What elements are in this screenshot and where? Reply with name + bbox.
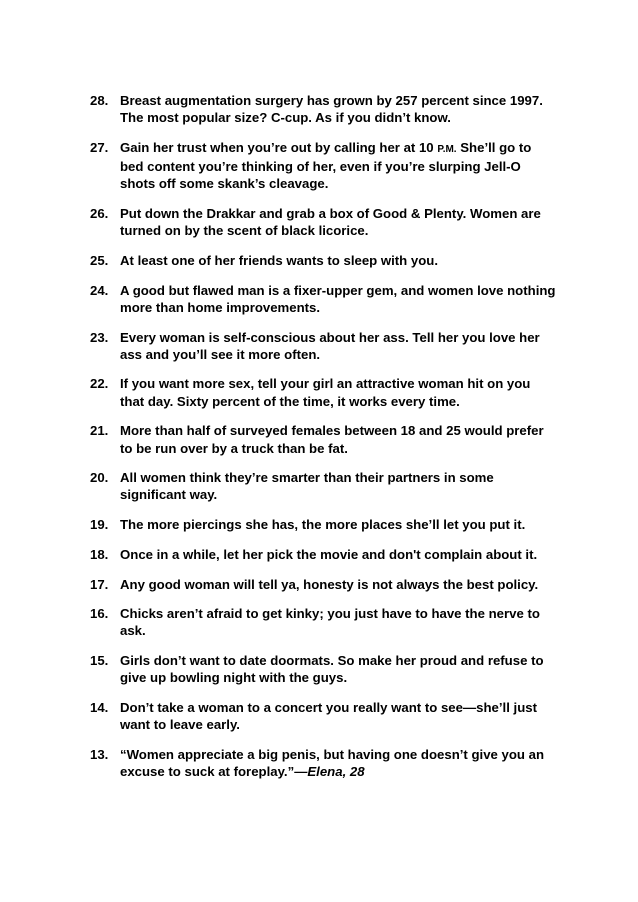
item-number: 23. <box>90 329 109 345</box>
item-text-line: want to leave early. <box>120 717 240 733</box>
list-item <box>90 252 550 269</box>
item-text-line: Any good woman will tell ya, honesty is not always the best policy. <box>120 576 539 592</box>
list-item <box>90 469 550 503</box>
item-number: 17. <box>90 576 109 592</box>
item-text-line: more than home improvements. <box>120 299 321 315</box>
item-number: 25. <box>90 252 109 268</box>
item-text-line <box>120 139 550 158</box>
tips-list <box>90 92 556 793</box>
item-text-line: shots off some skank’s cleavage. <box>120 176 329 192</box>
list-item <box>90 516 550 533</box>
item-number: 26. <box>90 206 109 222</box>
item-number: 20. <box>90 470 109 486</box>
item-text-line: to be run over by a truck than be fat. <box>120 440 348 456</box>
item-text-line: bed content you’re thinking of her, even if you’re slurping Jell-O <box>120 159 521 175</box>
item-text <box>120 469 550 503</box>
quote-attribution: —Elena, 28 <box>294 764 365 780</box>
item-number: 21. <box>90 423 109 439</box>
list-item <box>90 652 550 686</box>
item-number: 27. <box>90 139 109 155</box>
item-text <box>120 546 550 563</box>
item-text-line: significant way. <box>120 487 218 503</box>
item-text-line: The more piercings she has, the more places she’ll let you put it. <box>120 517 526 533</box>
item-text-line: If you want more sex, tell your girl an attractive woman hit on you <box>120 376 531 392</box>
list-item <box>90 699 550 733</box>
item-text-line: All women think they’re smarter than their partners in some <box>120 470 494 486</box>
item-text-line: Don’t take a woman to a concert you really want to see—she’ll just <box>120 700 537 716</box>
item-number: 18. <box>90 546 109 562</box>
list-item <box>90 329 550 363</box>
item-text-line: A good but flawed man is a fixer-upper gem, and women love nothing <box>120 282 556 298</box>
list-item <box>90 139 550 193</box>
time-abbreviation: P.M. <box>437 143 457 155</box>
list-item <box>90 422 550 456</box>
item-text-line: At least one of her friends wants to sleep with you. <box>120 252 439 268</box>
list-item <box>90 746 550 780</box>
list-item <box>90 375 550 409</box>
item-text <box>120 375 550 409</box>
list-item <box>90 92 550 126</box>
list-item <box>90 282 556 316</box>
item-number: 16. <box>90 606 109 622</box>
item-text-line: ass and you’ll see it more often. <box>120 346 321 362</box>
item-number: 24. <box>90 282 109 298</box>
list-item <box>90 205 550 239</box>
quote-text: excuse to suck at foreplay.” <box>120 764 295 780</box>
item-text <box>120 139 550 193</box>
item-text <box>120 282 555 316</box>
item-text-line: Every woman is self-conscious about her ass. Tell her you love her <box>120 329 540 345</box>
item-text-segment: Gain her trust when you’re out by calling her at 10 <box>120 139 438 155</box>
item-number: 13. <box>90 746 109 762</box>
item-text <box>120 329 550 363</box>
item-text <box>120 699 550 733</box>
item-number: 19. <box>90 517 109 533</box>
item-text-line: The most popular size? C-cup. As if you didn’t know. <box>120 110 451 126</box>
item-number: 14. <box>90 700 109 716</box>
item-number: 15. <box>90 653 109 669</box>
item-text <box>120 605 550 639</box>
item-text-line: Girls don’t want to date doormats. So make her proud and refuse to <box>120 653 544 669</box>
item-text <box>120 92 550 126</box>
item-text <box>120 576 550 593</box>
item-text <box>120 746 550 780</box>
item-text-line: give up bowling night with the guys. <box>120 670 348 686</box>
item-number: 28. <box>90 93 109 108</box>
item-text <box>120 422 550 456</box>
list-item <box>90 605 550 639</box>
list-item <box>90 546 550 563</box>
item-text-line <box>120 763 550 780</box>
item-text-line: turned on by the scent of black licorice. <box>120 223 369 239</box>
item-text-line: ask. <box>120 623 146 639</box>
item-text-line: More than half of surveyed females between 18 and 25 would prefer <box>120 423 544 439</box>
item-text <box>120 205 550 239</box>
item-text-line: “Women appreciate a big penis, but having one doesn’t give you an <box>120 746 545 762</box>
item-text-line: Once in a while, let her pick the movie and don't complain about it. <box>120 546 538 562</box>
item-text <box>120 516 550 533</box>
item-text-segment: She’ll go to <box>456 139 532 155</box>
item-text <box>120 252 550 269</box>
list-item <box>90 576 550 593</box>
item-text-line: Chicks aren’t afraid to get kinky; you just have to have the nerve to <box>120 606 540 622</box>
item-text-line: Put down the Drakkar and grab a box of Good & Plenty. Women are <box>120 206 541 222</box>
item-text-line: that day. Sixty percent of the time, it works every time. <box>120 393 460 409</box>
item-text-line: Breast augmentation surgery has grown by 257 percent since 1997. <box>120 93 543 108</box>
item-text <box>120 652 550 686</box>
item-number: 22. <box>90 376 109 392</box>
